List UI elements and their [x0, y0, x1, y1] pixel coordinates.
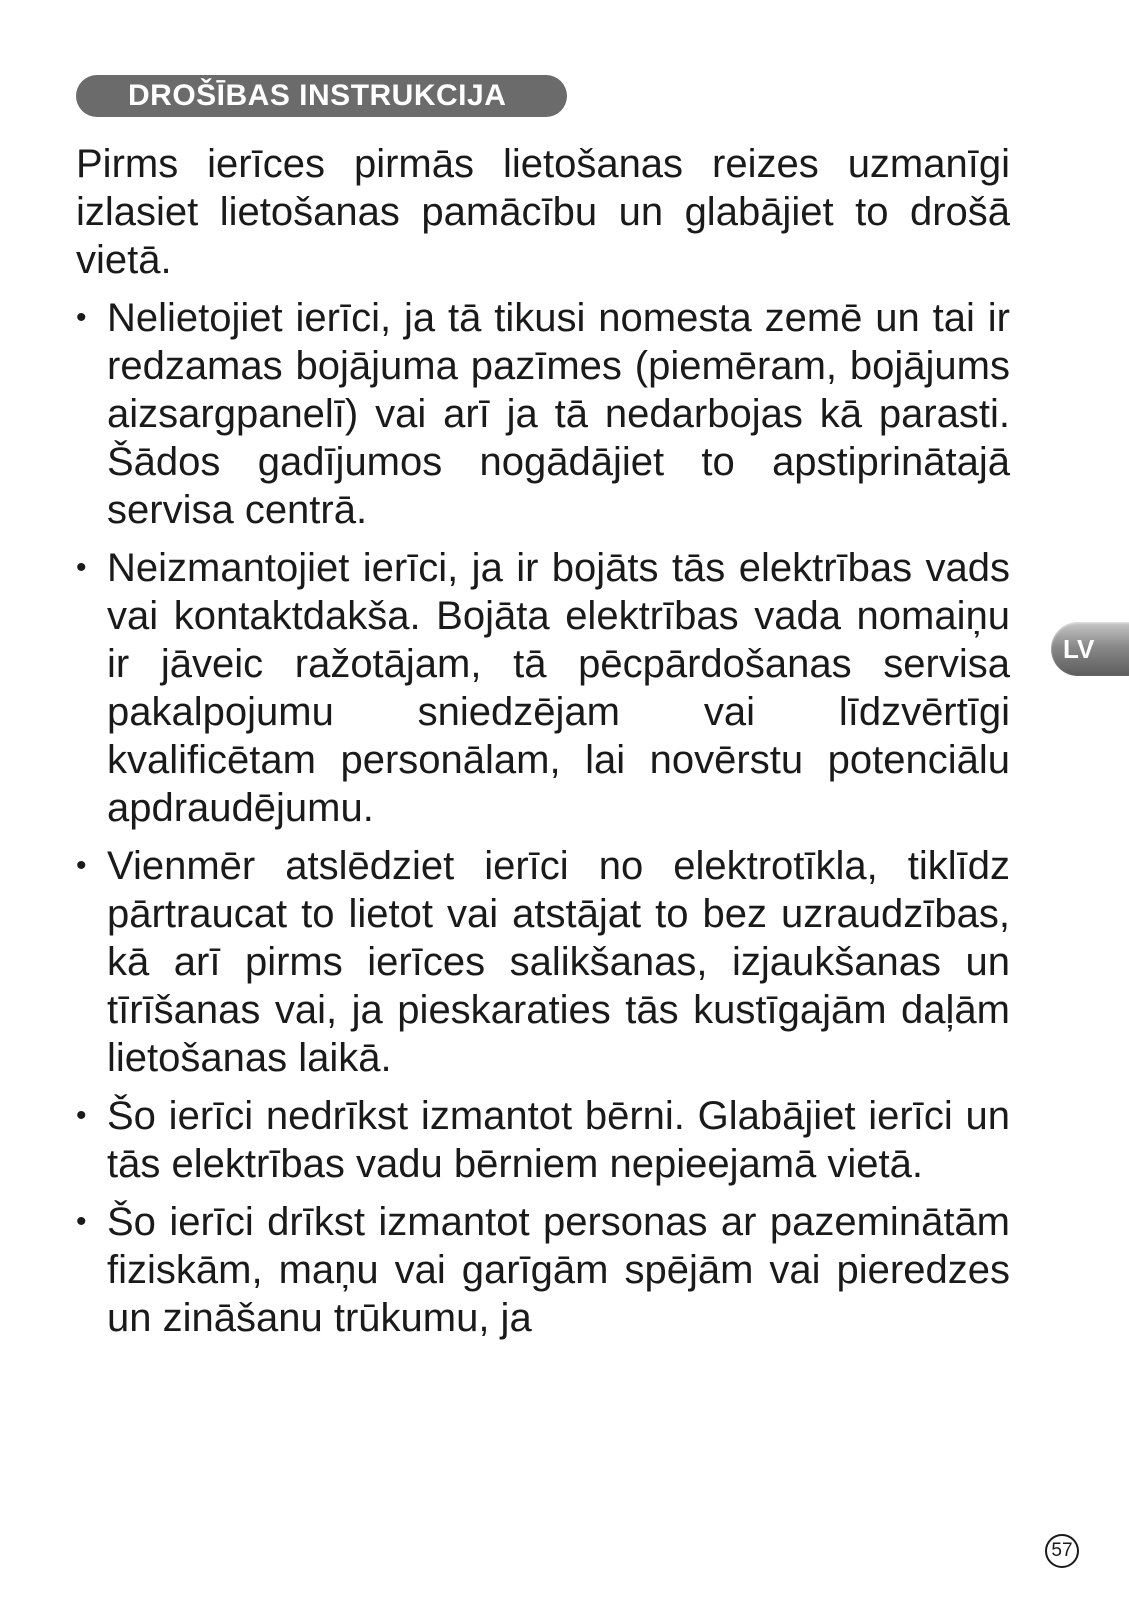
list-item: [76, 294, 1010, 534]
document-body: [76, 140, 1010, 1352]
bullet-icon: •: [76, 551, 87, 584]
list-item: [76, 842, 1010, 1082]
bullet-icon: •: [76, 1099, 87, 1132]
safety-bullet-list: [76, 294, 1010, 1342]
bullet-text: Šo ierīci drīkst izmantot personas ar pazeminātām fiziskām, maņu vai garīgām spējām vai pieredzes un zināšanu trūkumu, ja: [107, 1200, 1010, 1340]
bullet-icon: •: [76, 1205, 87, 1238]
bullet-text: Neizmantojiet ierīci, ja ir bojāts tās elektrības vads vai kontaktdakša. Bojāta elektrības vada nomaiņu ir jāveic ražotājam, tā pēcpārdošanas servisa pakalpojumu sniedzējam vai līdzvērtīgi kvalificētam personālam, lai novērstu potenciālu apdraudējumu.: [107, 546, 1010, 830]
bullet-text: Šo ierīci nedrīkst izmantot bērni. Glabājiet ierīci un tās elektrības vadu bērniem nepieejamā vietā.: [107, 1094, 1010, 1186]
bullet-icon: •: [76, 301, 87, 334]
section-header-pill: [76, 75, 567, 117]
bullet-icon: •: [76, 849, 87, 882]
list-item: [76, 1198, 1010, 1342]
page-number-badge: [1045, 1534, 1079, 1568]
bullet-text: Vienmēr atslēdziet ierīci no elektrotīkla, tiklīdz pārtraucat to lietot vai atstājat to bez uzraudzības, kā arī pirms ierīces salikšanas, izjaukšanas un tīrīšanas vai, ja pieskaraties tās kustīgajām daļām lietošanas laikā.: [107, 844, 1010, 1080]
list-item: [76, 1092, 1010, 1188]
bullet-text: Nelietojiet ierīci, ja tā tikusi nomesta zemē un tai ir redzamas bojājuma pazīmes (piemēram, bojājums aizsargpanelī) vai arī ja tā nedarbojas kā parasti. Šādos gadījumos nogādājiet to apstiprinātajā servisa centrā.: [107, 296, 1010, 532]
list-item: [76, 544, 1010, 832]
section-title: DROŠĪBAS INSTRUKCIJA: [128, 79, 507, 112]
language-tab-label: LV: [1063, 633, 1095, 664]
page-number: 57: [1051, 1540, 1073, 1561]
intro-paragraph: Pirms ierīces pirmās lietošanas reizes uzmanīgi izlasiet lietošanas pamācību un glabājiet to drošā vietā.: [76, 142, 1010, 282]
language-tab: [1051, 622, 1129, 676]
